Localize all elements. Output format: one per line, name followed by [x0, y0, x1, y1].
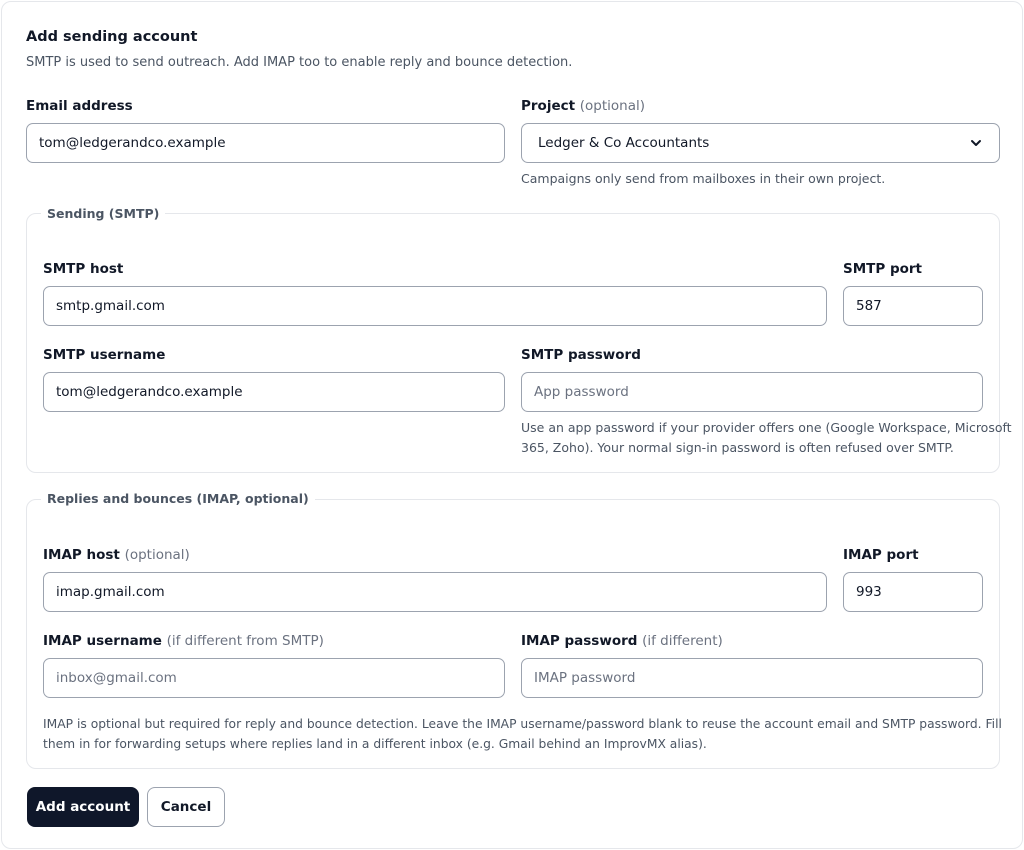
imap-username-note: (if different from SMTP) [166, 633, 324, 649]
imap-host-optional-note: (optional) [124, 547, 190, 563]
form-subtitle: SMTP is used to send outreach. Add IMAP too to enable reply and bounce detection. [26, 55, 573, 70]
imap-password-input[interactable] [521, 658, 983, 698]
chevron-down-icon [969, 136, 983, 150]
add-account-button[interactable]: Add account [27, 787, 139, 827]
imap-help [43, 714, 1002, 754]
smtp-help [521, 418, 1012, 458]
email-label: Email address [26, 98, 133, 114]
imap-password-note: (if different) [642, 633, 723, 649]
imap-username-input[interactable] [43, 658, 505, 698]
cancel-button[interactable]: Cancel [147, 787, 225, 827]
smtp-username-label: SMTP username [43, 347, 166, 363]
project-help: Campaigns only send from mailboxes in their own project. [521, 171, 886, 186]
imap-port-input[interactable] [843, 572, 983, 612]
form-title: Add sending account [26, 29, 198, 45]
imap-help-line-2: them in for forwarding setups where replies land in a different inbox (e.g. Gmail behind an ImprovMX alias). [43, 737, 707, 751]
smtp-host-label: SMTP host [43, 261, 124, 277]
project-optional-note: (optional) [579, 98, 646, 114]
imap-host-label: IMAP host (optional) [43, 547, 190, 563]
smtp-help-line-2: 365, Zoho). Your normal sign-in password is often refused over SMTP. [521, 440, 954, 455]
project-select[interactable] [521, 123, 1000, 163]
email-input[interactable] [26, 123, 505, 163]
imap-port-label: IMAP port [843, 547, 919, 563]
smtp-help-line-1: Use an app password if your provider offers one (Google Workspace, Microsoft [521, 420, 1012, 435]
imap-host-input[interactable] [43, 572, 827, 612]
imap-username-label: IMAP username (if different from SMTP) [43, 633, 324, 649]
imap-password-label: IMAP password (if different) [521, 633, 723, 649]
smtp-password-label: SMTP password [521, 347, 641, 363]
smtp-host-input[interactable] [43, 286, 827, 326]
smtp-username-input[interactable] [43, 372, 505, 412]
smtp-legend: Sending (SMTP) [41, 206, 165, 221]
project-select-value: Ledger & Co Accountants [538, 135, 710, 151]
project-label: Project (optional) [521, 98, 646, 114]
imap-help-line-1: IMAP is optional but required for reply and bounce detection. Leave the IMAP username/password blank to reuse the account email and SMTP password. Fill [43, 717, 1002, 731]
smtp-port-input[interactable] [843, 286, 983, 326]
imap-legend: Replies and bounces (IMAP, optional) [41, 491, 315, 506]
smtp-password-input[interactable] [521, 372, 983, 412]
smtp-port-label: SMTP port [843, 261, 923, 277]
add-account-form [1, 1, 1023, 849]
